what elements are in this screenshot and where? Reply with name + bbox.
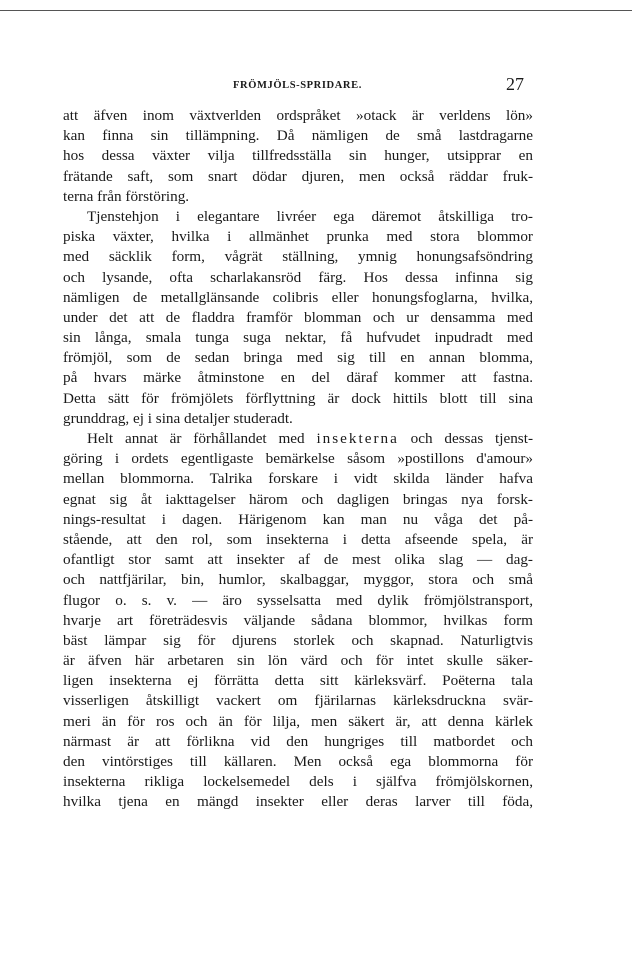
text-line: Tjenstehjon i elegantare livréer ega däremot åtskilliga tro-	[87, 207, 533, 225]
text-line: nämligen de metallglänsande colibris eller honungsfoglarna, hvilka,	[63, 288, 533, 306]
text-line: med säcklik form, vågrät ställning, ymnig honungsafsöndring	[63, 248, 533, 266]
text-line: sin långa, smala tunga suga nektar, få hufvudet inpudradt med	[63, 329, 533, 347]
page-number: 27	[506, 74, 524, 94]
text-line: är äfven här arbetaren sin lön värd och för intet skulle säker-	[63, 652, 533, 670]
text-line: hvilka tjena en mängd insekter eller deras larver till föda,	[63, 793, 533, 811]
text-line: kan finna sin tillämpning. Då nämligen de små lastdragarne	[63, 127, 533, 145]
text-line: göring i ordets egentligaste bemärkelse såsom »postillons d'amour»	[63, 450, 533, 468]
paragraph-1	[63, 106, 533, 207]
text-line: Detta sätt för frömjölets förflyttning är dock hittils blott till sina	[63, 389, 533, 407]
text-line: på hvars märke åtminstone en del däraf kommer att fastna.	[63, 369, 533, 387]
text-line: frömjöl, som de sedan bringa med sig till en annan blomma,	[63, 349, 533, 367]
text-line: ofantligt stor samt att insekter af de mest olika slag — dag-	[63, 551, 533, 569]
text-line: meri än för ros och än för lilja, men säkert är, att denna kärlek	[63, 712, 533, 730]
text-line: frätande saft, som snart dödar djuren, men också räddar fruk-	[63, 167, 533, 185]
top-rule	[0, 10, 632, 11]
text-fragment: Helt annat är förhållandet med	[87, 430, 317, 447]
text-line: och lysande, ofta scharlakansröd färg. Hos dessa infinna sig	[63, 268, 533, 286]
text-line: nings-resultat i dagen. Härigenom kan man nu våga det på-	[63, 510, 533, 528]
text-line: närmast är att förlikna vid den hungriges till matbordet och	[63, 732, 533, 750]
text-fragment: och dessas tjenst-	[398, 430, 533, 447]
text-line: piska växter, hvilka i allmänhet prunka med stora blommor	[63, 228, 533, 246]
text-line: hos dessa växter vilja tillfredsställa sin hunger, utsipprar en	[63, 147, 533, 165]
text-line: terna från förstöring.	[63, 187, 190, 205]
text-line: mellan blommorna. Talrika forskare i vidt skilda länder hafva	[63, 470, 533, 488]
text-line: flugor o. s. v. — äro sysselsatta med dylik frömjölstransport,	[63, 591, 533, 609]
text-line: egnat sig åt iakttagelser härom och dagligen bringas nya forsk-	[63, 490, 533, 508]
text-line: hvarje art företrädesvis väljande sådana blommor, hvilkas form	[63, 611, 533, 629]
text-line: ligen insekterna ej förrätta detta sitt kärleksvärf. Poëterna tala	[63, 672, 533, 690]
text-line: grunddrag, ej i sina detaljer studeradt.	[63, 409, 293, 427]
text-line	[63, 429, 533, 449]
text-line: bäst lämpar sig för djurens storlek och skapnad. Naturligtvis	[63, 631, 533, 649]
body-text	[63, 106, 533, 813]
text-line: visserligen åtskilligt vackert om fjärilarnas kärleksdruckna svär-	[63, 692, 533, 710]
paragraph-3	[63, 429, 533, 813]
text-line: insekterna rikliga lockelsemedel dels i själfva frömjölskornen,	[63, 773, 533, 791]
text-line: under det att de fladdra framför blomman och ur densamma med	[63, 308, 533, 326]
emphasized-word: insekterna	[316, 430, 399, 447]
paragraph-2	[63, 207, 533, 429]
text-line: den vintörstiges till källaren. Men också ega blommorna för	[63, 753, 533, 770]
running-head: FRÖMJÖLS-SPRIDARE.	[233, 80, 362, 91]
text-line: stående, att den rol, som insekterna i detta afseende spela, är	[63, 530, 533, 548]
text-line: och nattfjärilar, bin, humlor, skalbaggar, myggor, stora och små	[63, 571, 533, 589]
text-line: att äfven inom växtverlden ordspråket »otack är verldens lön»	[63, 107, 533, 124]
